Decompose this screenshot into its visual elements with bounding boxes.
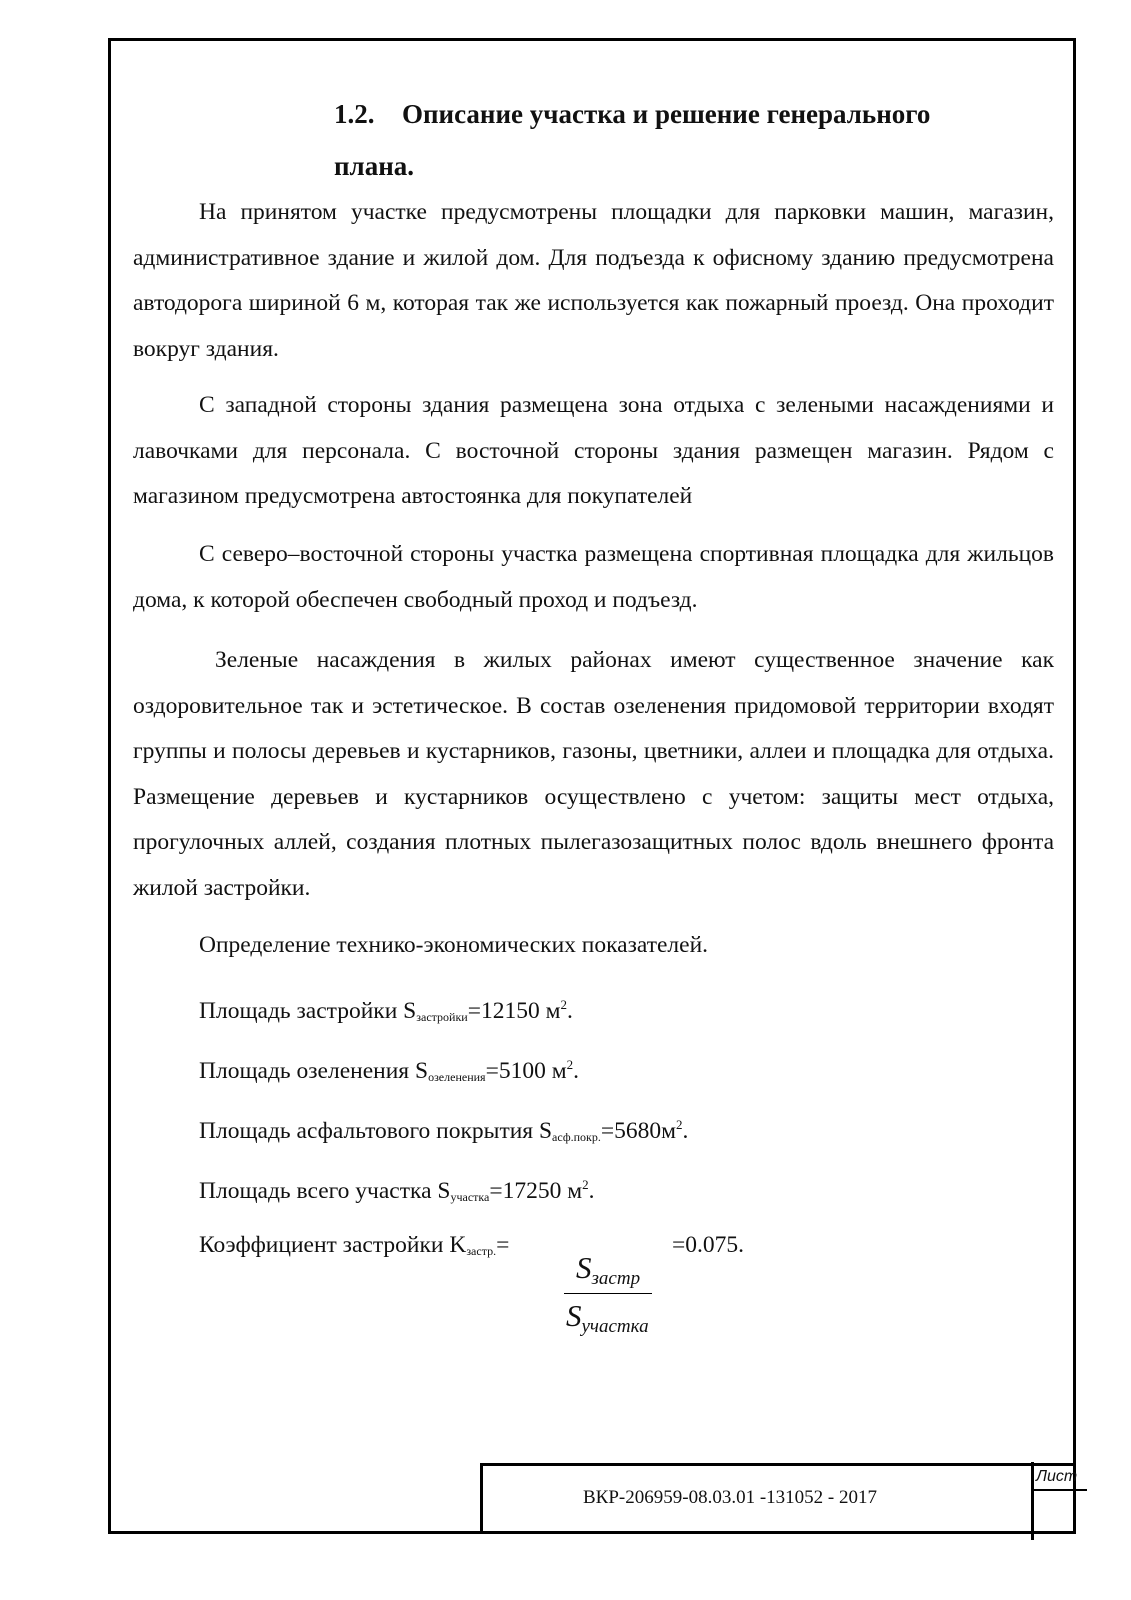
indicator-site-area: Площадь всего участка $S_{участка}=17250$ $м^2$. [199,1177,595,1204]
indicator-coefficient: Коэффициент застройки $K_{застр.}=$ [199,1232,510,1258]
section-heading [334,88,1034,192]
title-block-divider [1031,1462,1034,1540]
indicator-asphalt-area: Площадь асфальтового покрытия $S_{асф.покр.}=5680м^2$. [199,1117,689,1144]
document-code: ВКР-206959-08.03.01 -131052 - 2017 [583,1487,877,1508]
section-title-line1: Описание участка и решение генерального [402,99,931,129]
indicator-green-area: Площадь озеленения $S_{озеленения}=5100$ $м^2$. [199,1057,579,1084]
fraction-bar [564,1293,652,1294]
formula-numerator: Sзастр [576,1250,641,1289]
paragraph-greenery: Зеленые насаждения в жилых районах имеют существенное значение как оздоровительное так и эстетическое. В состав озеленения придомовой территории входят группы и полосы деревьев и кустарников, газоны, цветники, аллеи и площадка для отдыха. Размещение деревьев и кустарников осуществлено с учетом: защиты мест отдыха, прогулочных аллей, создания плотных пылегазозащитных полос вдоль внешнего фронта жилой застройки. [133,647,1054,901]
section-title-line2: плана. [334,151,415,181]
paragraph-zones: С западной стороны здания размещена зона отдыха с зелеными насаждениями и лавочками для персонала. С восточной стороны здания размещен магазин. Рядом с магазином предусмотрена автостоянка для покупателей [133,392,1054,509]
paragraph-sports: С северо–восточной стороны участка размещена спортивная площадка для жильцов дома, к которой обеспечен свободный проход и подъезд. [133,541,1054,613]
indicator-building-area: Площадь застройки $S_{застройки}=12150$ $м^2$. [199,997,573,1024]
coefficient-result: =0.075. [672,1232,745,1258]
paragraph-roads: На принятом участке предусмотрены площадки для парковки машин, магазин, административное здание и жилой дом. Для подъезда к офисному зданию предусмотрена автодорога шириной 6 м, которая так же используется как пожарный проезд. Она проходит вокруг здания. [133,199,1054,362]
formula-denominator: Sучастка [566,1298,649,1337]
indicators-title: Определение технико-экономических показателей. [199,932,709,958]
section-number: 1.2. [334,99,375,129]
sheet-cell-divider [1031,1489,1087,1491]
sheet-label: Лист [1036,1468,1078,1485]
title-block [480,1463,1076,1534]
coefficient-formula [560,1250,654,1350]
